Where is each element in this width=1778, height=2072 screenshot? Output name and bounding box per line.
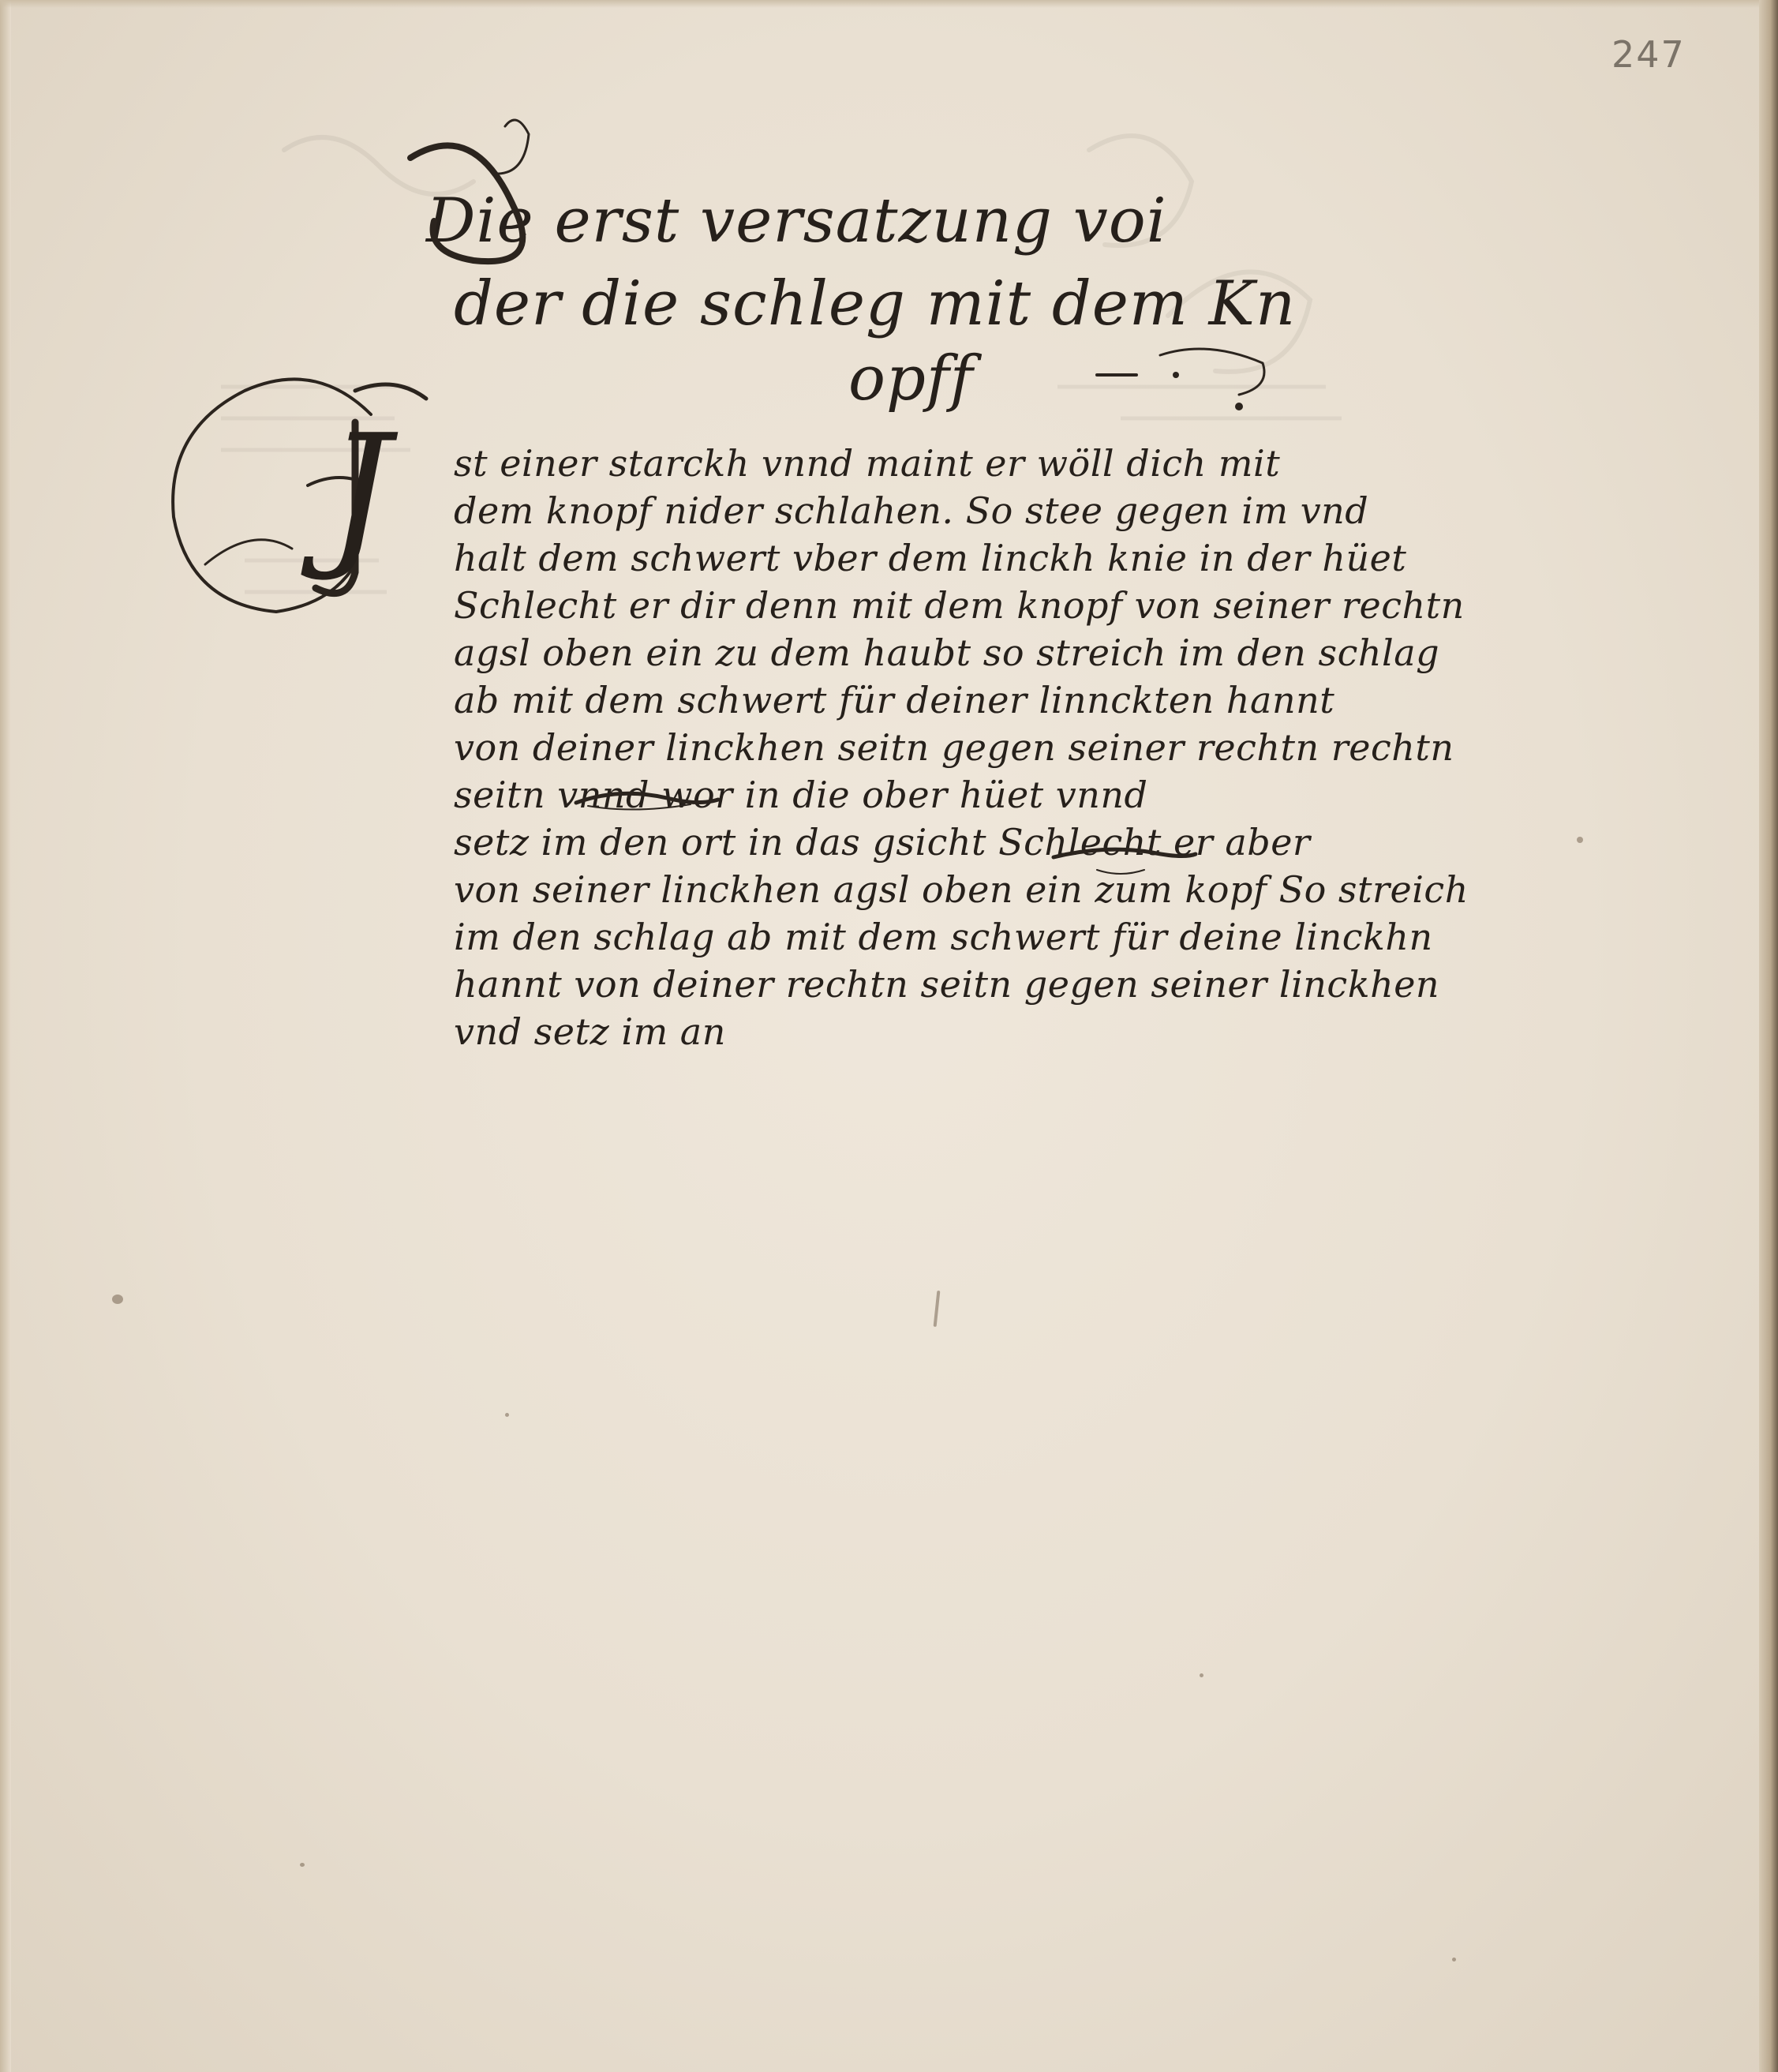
folio-number: 247	[1611, 33, 1686, 76]
body-line: dem knopf nider schlahen. So stee gegen im vnd	[454, 489, 1369, 532]
paper-speck	[1452, 1958, 1456, 1961]
line-end-flourish	[1089, 332, 1278, 410]
decorated-initial	[158, 367, 442, 639]
paper-speck	[934, 1291, 941, 1327]
page-top-edge	[0, 0, 1778, 8]
heading-line-2: der die schleg mit dem Kn	[454, 268, 1297, 339]
page-left-edge	[0, 0, 11, 2072]
body-line: ab mit dem schwert für deiner linnckten hannt	[454, 679, 1335, 721]
paper-speck	[1200, 1673, 1203, 1677]
inline-flourish	[1050, 835, 1200, 882]
body-line: im den schlag ab mit dem schwert für deine linckhn	[454, 916, 1433, 958]
body-line: hannt von deiner rechtn seitn gegen seiner linckhen	[454, 963, 1440, 1006]
paper-speck	[300, 1863, 305, 1867]
body-line: vnd setz im an	[454, 1010, 726, 1053]
initial-flourish-shape	[158, 367, 442, 635]
heading-line-1: Die erst versatzung voi	[426, 185, 1167, 257]
heading-flourish	[379, 111, 663, 284]
body-line: st einer starckh vnnd maint er wöll dich mit	[454, 442, 1281, 485]
body-line: setz im den ort in das gsicht Schlecht er aber	[454, 821, 1311, 864]
body-line: Schlecht er dir denn mit dem knopf von seiner rechtn	[454, 584, 1465, 627]
body-line: von deiner linckhen seitn gegen seiner rechtn rechtn	[454, 726, 1454, 769]
body-line: halt dem schwert vber dem linckh knie in der hüet	[454, 537, 1407, 579]
inline-flourish	[572, 785, 722, 817]
paper-speck	[1577, 837, 1583, 843]
paper-speck	[112, 1295, 123, 1304]
body-line: von seiner linckhen agsl oben ein zum kopf So streich	[454, 868, 1469, 911]
body-line: agsl oben ein zu dem haubt so streich im den schlag	[454, 631, 1440, 674]
paper-speck	[505, 1413, 509, 1417]
heading-line-3: opff	[848, 343, 974, 414]
initial-letter: J	[328, 401, 391, 585]
body-line: seitn vnnd wor in die ober hüet vnnd	[454, 774, 1148, 816]
page-binding-edge	[1759, 0, 1778, 2072]
